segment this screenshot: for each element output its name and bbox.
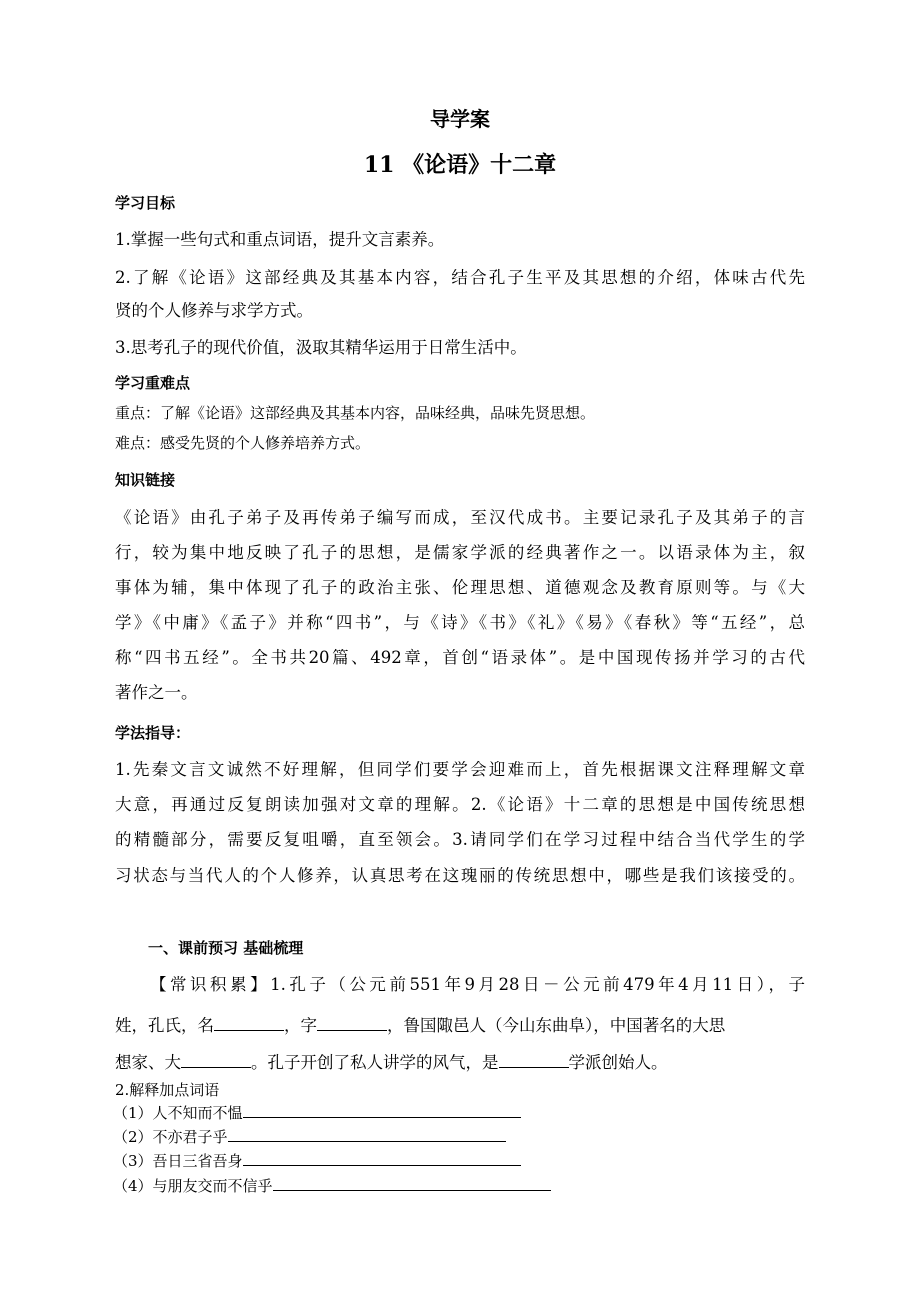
page-title: 11 《论语》十二章 — [363, 152, 557, 178]
text: ，字 — [284, 1016, 317, 1035]
item-text: （4）与朋友交而不信乎 — [113, 1177, 273, 1195]
question-2: 2.解释加点词语 — [115, 1081, 220, 1099]
text: 。孔子开创了私人讲学的风气，是 — [251, 1053, 499, 1072]
word-item — [113, 1151, 521, 1171]
courtesy-name-blank[interactable] — [317, 1014, 387, 1031]
method-line: 的精髓部分，需要反复咀嚼，直至领会。3.请同学们在学习过程中结合当代学生的学 — [115, 830, 805, 849]
knowledge-line: 学》《中庸》《孟子》并称“四书”，与《诗》《书》《礼》《易》《春秋》等“五经”，总 — [115, 613, 805, 632]
answer-blank[interactable] — [273, 1176, 551, 1191]
school-blank[interactable] — [499, 1051, 569, 1068]
answer-blank[interactable] — [243, 1103, 521, 1118]
text: 想家、大 — [115, 1053, 181, 1072]
goal-line: 1.掌握一些句式和重点词语，提升文言素养。 — [115, 230, 445, 249]
method-line: 大意，再通过反复朗读加强对文章的理解。2.《论语》十二章的思想是中国传统思想 — [115, 795, 805, 814]
goal-line: 贤的个人修养与求学方式。 — [115, 301, 313, 320]
text: ，鲁国陬邑人（今山东曲阜），中国著名的大思 — [387, 1016, 726, 1035]
knowledge-line: 著作之一。 — [115, 683, 198, 702]
word-item — [113, 1103, 521, 1123]
text: 姓，孔氏，名 — [115, 1016, 214, 1035]
knowledge-line: 行，较为集中地反映了孔子的思想，是儒家学派的经典著作之一。以语录体为主，叙 — [115, 543, 805, 562]
item-text: （3）吾日三省吾身 — [113, 1152, 243, 1170]
role-blank[interactable] — [181, 1051, 251, 1068]
common-knowledge-line — [115, 1014, 725, 1036]
focus-text: 重点：了解《论语》这部经典及其基本内容，品味经典，品味先贤思想。 — [115, 404, 596, 422]
common-knowledge-line — [115, 1051, 668, 1073]
difficulty-text: 难点：感受先贤的个人修养培养方式。 — [115, 434, 371, 452]
common-knowledge-line: 【常识积累】1.孔子（公元前551年9月28日－公元前479年4月11日），子 — [150, 975, 805, 994]
doc-type-heading: 导学案 — [430, 107, 490, 131]
item-text: （1）人不知而不愠 — [113, 1104, 243, 1122]
text: 学派创始人。 — [568, 1053, 668, 1072]
goals-heading: 学习目标 — [115, 194, 176, 212]
name-blank[interactable] — [214, 1014, 284, 1031]
method-line: 1.先秦文言文诚然不好理解，但同学们要学会迎难而上，首先根据课文注释理解文章 — [115, 760, 805, 779]
method-heading: 学法指导： — [115, 724, 191, 742]
answer-blank[interactable] — [228, 1127, 506, 1142]
knowledge-line: 称“四书五经”。全书共20篇、492章，首创“语录体”。是中国现传扬并学习的古代 — [115, 648, 805, 667]
word-item — [113, 1176, 551, 1196]
goal-line: 3.思考孔子的现代价值，汲取其精华运用于日常生活中。 — [115, 338, 527, 357]
knowledge-line: 《论语》由孔子弟子及再传弟子编写而成，至汉代成书。主要记录孔子及其弟子的言 — [115, 508, 805, 527]
knowledge-line: 事体为辅，集中体现了孔子的政治主张、伦理思想、道德观念及教育原则等。与《大 — [115, 578, 805, 597]
goal-line: 2.了解《论语》这部经典及其基本内容，结合孔子生平及其思想的介绍，体味古代先 — [115, 268, 805, 287]
method-line: 习状态与当代人的个人修养，认真思考在这瑰丽的传统思想中，哪些是我们该接受的。 — [115, 866, 805, 885]
item-text: （2）不亦君子乎 — [113, 1128, 228, 1146]
word-item — [113, 1127, 506, 1147]
answer-blank[interactable] — [243, 1151, 521, 1166]
knowledge-heading: 知识链接 — [115, 471, 176, 489]
section1-heading: 一、课前预习 基础梳理 — [148, 939, 304, 957]
key-points-heading: 学习重难点 — [115, 374, 191, 392]
